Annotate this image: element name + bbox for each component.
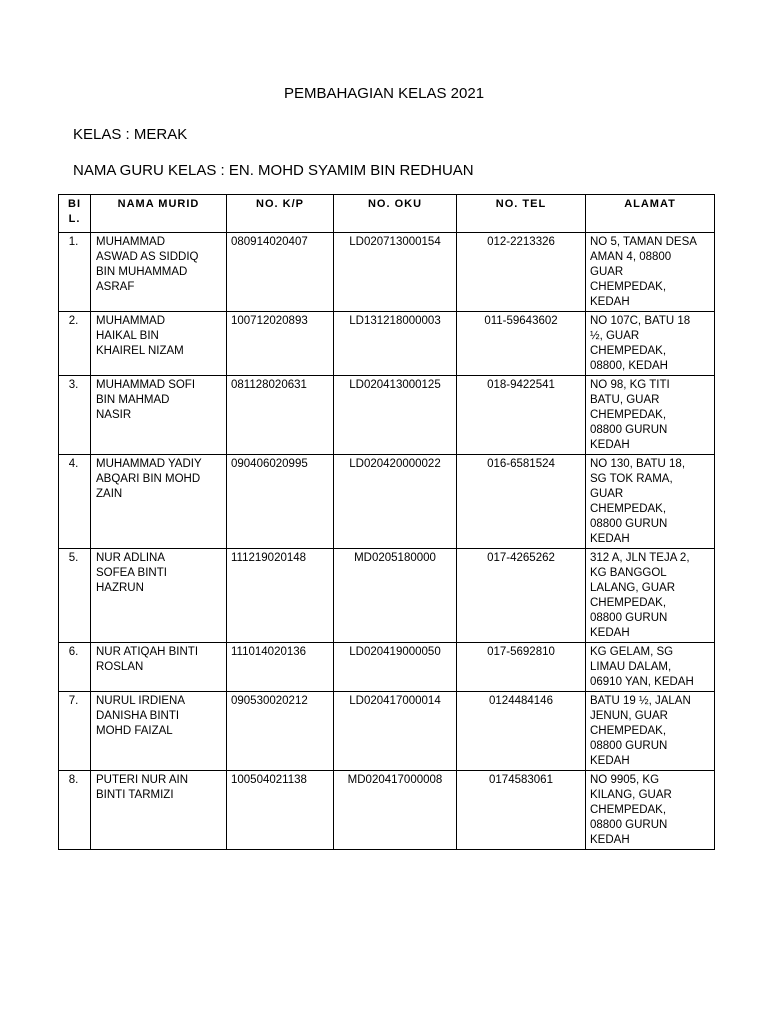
class-name: KELAS : MERAK bbox=[73, 126, 188, 143]
phone-number: 017-5692810 bbox=[457, 643, 586, 692]
student-name: PUTERI NUR AIN BINTI TARMIZI bbox=[91, 771, 227, 850]
phone-number: 0174583061 bbox=[457, 771, 586, 850]
oku-number: LD020419000050 bbox=[334, 643, 457, 692]
ic-number: 111014020136 bbox=[227, 643, 334, 692]
phone-number: 012-2213326 bbox=[457, 233, 586, 312]
student-name: MUHAMMAD SOFI BIN MAHMAD NASIR bbox=[91, 376, 227, 455]
student-name: NUR ATIQAH BINTI ROSLAN bbox=[91, 643, 227, 692]
student-name: MUHAMMAD HAIKAL BIN KHAIREL NIZAM bbox=[91, 312, 227, 376]
address: NO 98, KG TITI BATU, GUAR CHEMPEDAK, 08800 GURUN KEDAH bbox=[586, 376, 715, 455]
row-number: 2. bbox=[59, 312, 91, 376]
student-table bbox=[58, 194, 715, 850]
ic-number: 090530020212 bbox=[227, 692, 334, 771]
row-number: 5. bbox=[59, 549, 91, 643]
address: NO 130, BATU 18, SG TOK RAMA, GUAR CHEMPEDAK, 08800 GURUN KEDAH bbox=[586, 455, 715, 549]
student-name: NURUL IRDIENA DANISHA BINTI MOHD FAIZAL bbox=[91, 692, 227, 771]
header-nama-murid: NAMA MURID bbox=[91, 195, 227, 233]
address: BATU 19 ½, JALAN JENUN, GUAR CHEMPEDAK, 08800 GURUN KEDAH bbox=[586, 692, 715, 771]
row-number: 6. bbox=[59, 643, 91, 692]
table-row bbox=[59, 312, 715, 376]
document-title: PEMBAHAGIAN KELAS 2021 bbox=[283, 85, 485, 102]
row-number: 1. bbox=[59, 233, 91, 312]
header-bil: BI L. bbox=[59, 195, 91, 233]
ic-number: 080914020407 bbox=[227, 233, 334, 312]
row-number: 4. bbox=[59, 455, 91, 549]
oku-number: LD020713000154 bbox=[334, 233, 457, 312]
oku-number: MD020417000008 bbox=[334, 771, 457, 850]
ic-number: 081128020631 bbox=[227, 376, 334, 455]
table-row bbox=[59, 771, 715, 850]
header-no-kp: NO. K/P bbox=[227, 195, 334, 233]
address: NO 107C, BATU 18 ½, GUAR CHEMPEDAK, 08800, KEDAH bbox=[586, 312, 715, 376]
row-number: 7. bbox=[59, 692, 91, 771]
ic-number: 090406020995 bbox=[227, 455, 334, 549]
table-row bbox=[59, 643, 715, 692]
oku-number: LD020417000014 bbox=[334, 692, 457, 771]
address: KG GELAM, SG LIMAU DALAM, 06910 YAN, KEDAH bbox=[586, 643, 715, 692]
phone-number: 016-6581524 bbox=[457, 455, 586, 549]
student-name: NUR ADLINA SOFEA BINTI HAZRUN bbox=[91, 549, 227, 643]
oku-number: LD020420000022 bbox=[334, 455, 457, 549]
table-row bbox=[59, 549, 715, 643]
phone-number: 0124484146 bbox=[457, 692, 586, 771]
phone-number: 017-4265262 bbox=[457, 549, 586, 643]
table-row bbox=[59, 455, 715, 549]
header-alamat: ALAMAT bbox=[586, 195, 715, 233]
class-teacher: NAMA GURU KELAS : EN. MOHD SYAMIM BIN REDHUAN bbox=[73, 162, 474, 179]
oku-number: LD020413000125 bbox=[334, 376, 457, 455]
row-number: 8. bbox=[59, 771, 91, 850]
row-number: 3. bbox=[59, 376, 91, 455]
header-no-oku: NO. OKU bbox=[334, 195, 457, 233]
student-name: MUHAMMAD ASWAD AS SIDDIQ BIN MUHAMMAD ASRAF bbox=[91, 233, 227, 312]
header-no-tel: NO. TEL bbox=[457, 195, 586, 233]
address: 312 A, JLN TEJA 2, KG BANGGOL LALANG, GUAR CHEMPEDAK, 08800 GURUN KEDAH bbox=[586, 549, 715, 643]
table-header-row bbox=[59, 195, 715, 233]
address: NO 9905, KG KILANG, GUAR CHEMPEDAK, 08800 GURUN KEDAH bbox=[586, 771, 715, 850]
address: NO 5, TAMAN DESA AMAN 4, 08800 GUAR CHEMPEDAK, KEDAH bbox=[586, 233, 715, 312]
ic-number: 100712020893 bbox=[227, 312, 334, 376]
oku-number: MD0205180000 bbox=[334, 549, 457, 643]
ic-number: 100504021138 bbox=[227, 771, 334, 850]
student-name: MUHAMMAD YADIY ABQARI BIN MOHD ZAIN bbox=[91, 455, 227, 549]
ic-number: 111219020148 bbox=[227, 549, 334, 643]
oku-number: LD131218000003 bbox=[334, 312, 457, 376]
table-row bbox=[59, 376, 715, 455]
phone-number: 011-59643602 bbox=[457, 312, 586, 376]
table-row bbox=[59, 692, 715, 771]
table-row bbox=[59, 233, 715, 312]
phone-number: 018-9422541 bbox=[457, 376, 586, 455]
